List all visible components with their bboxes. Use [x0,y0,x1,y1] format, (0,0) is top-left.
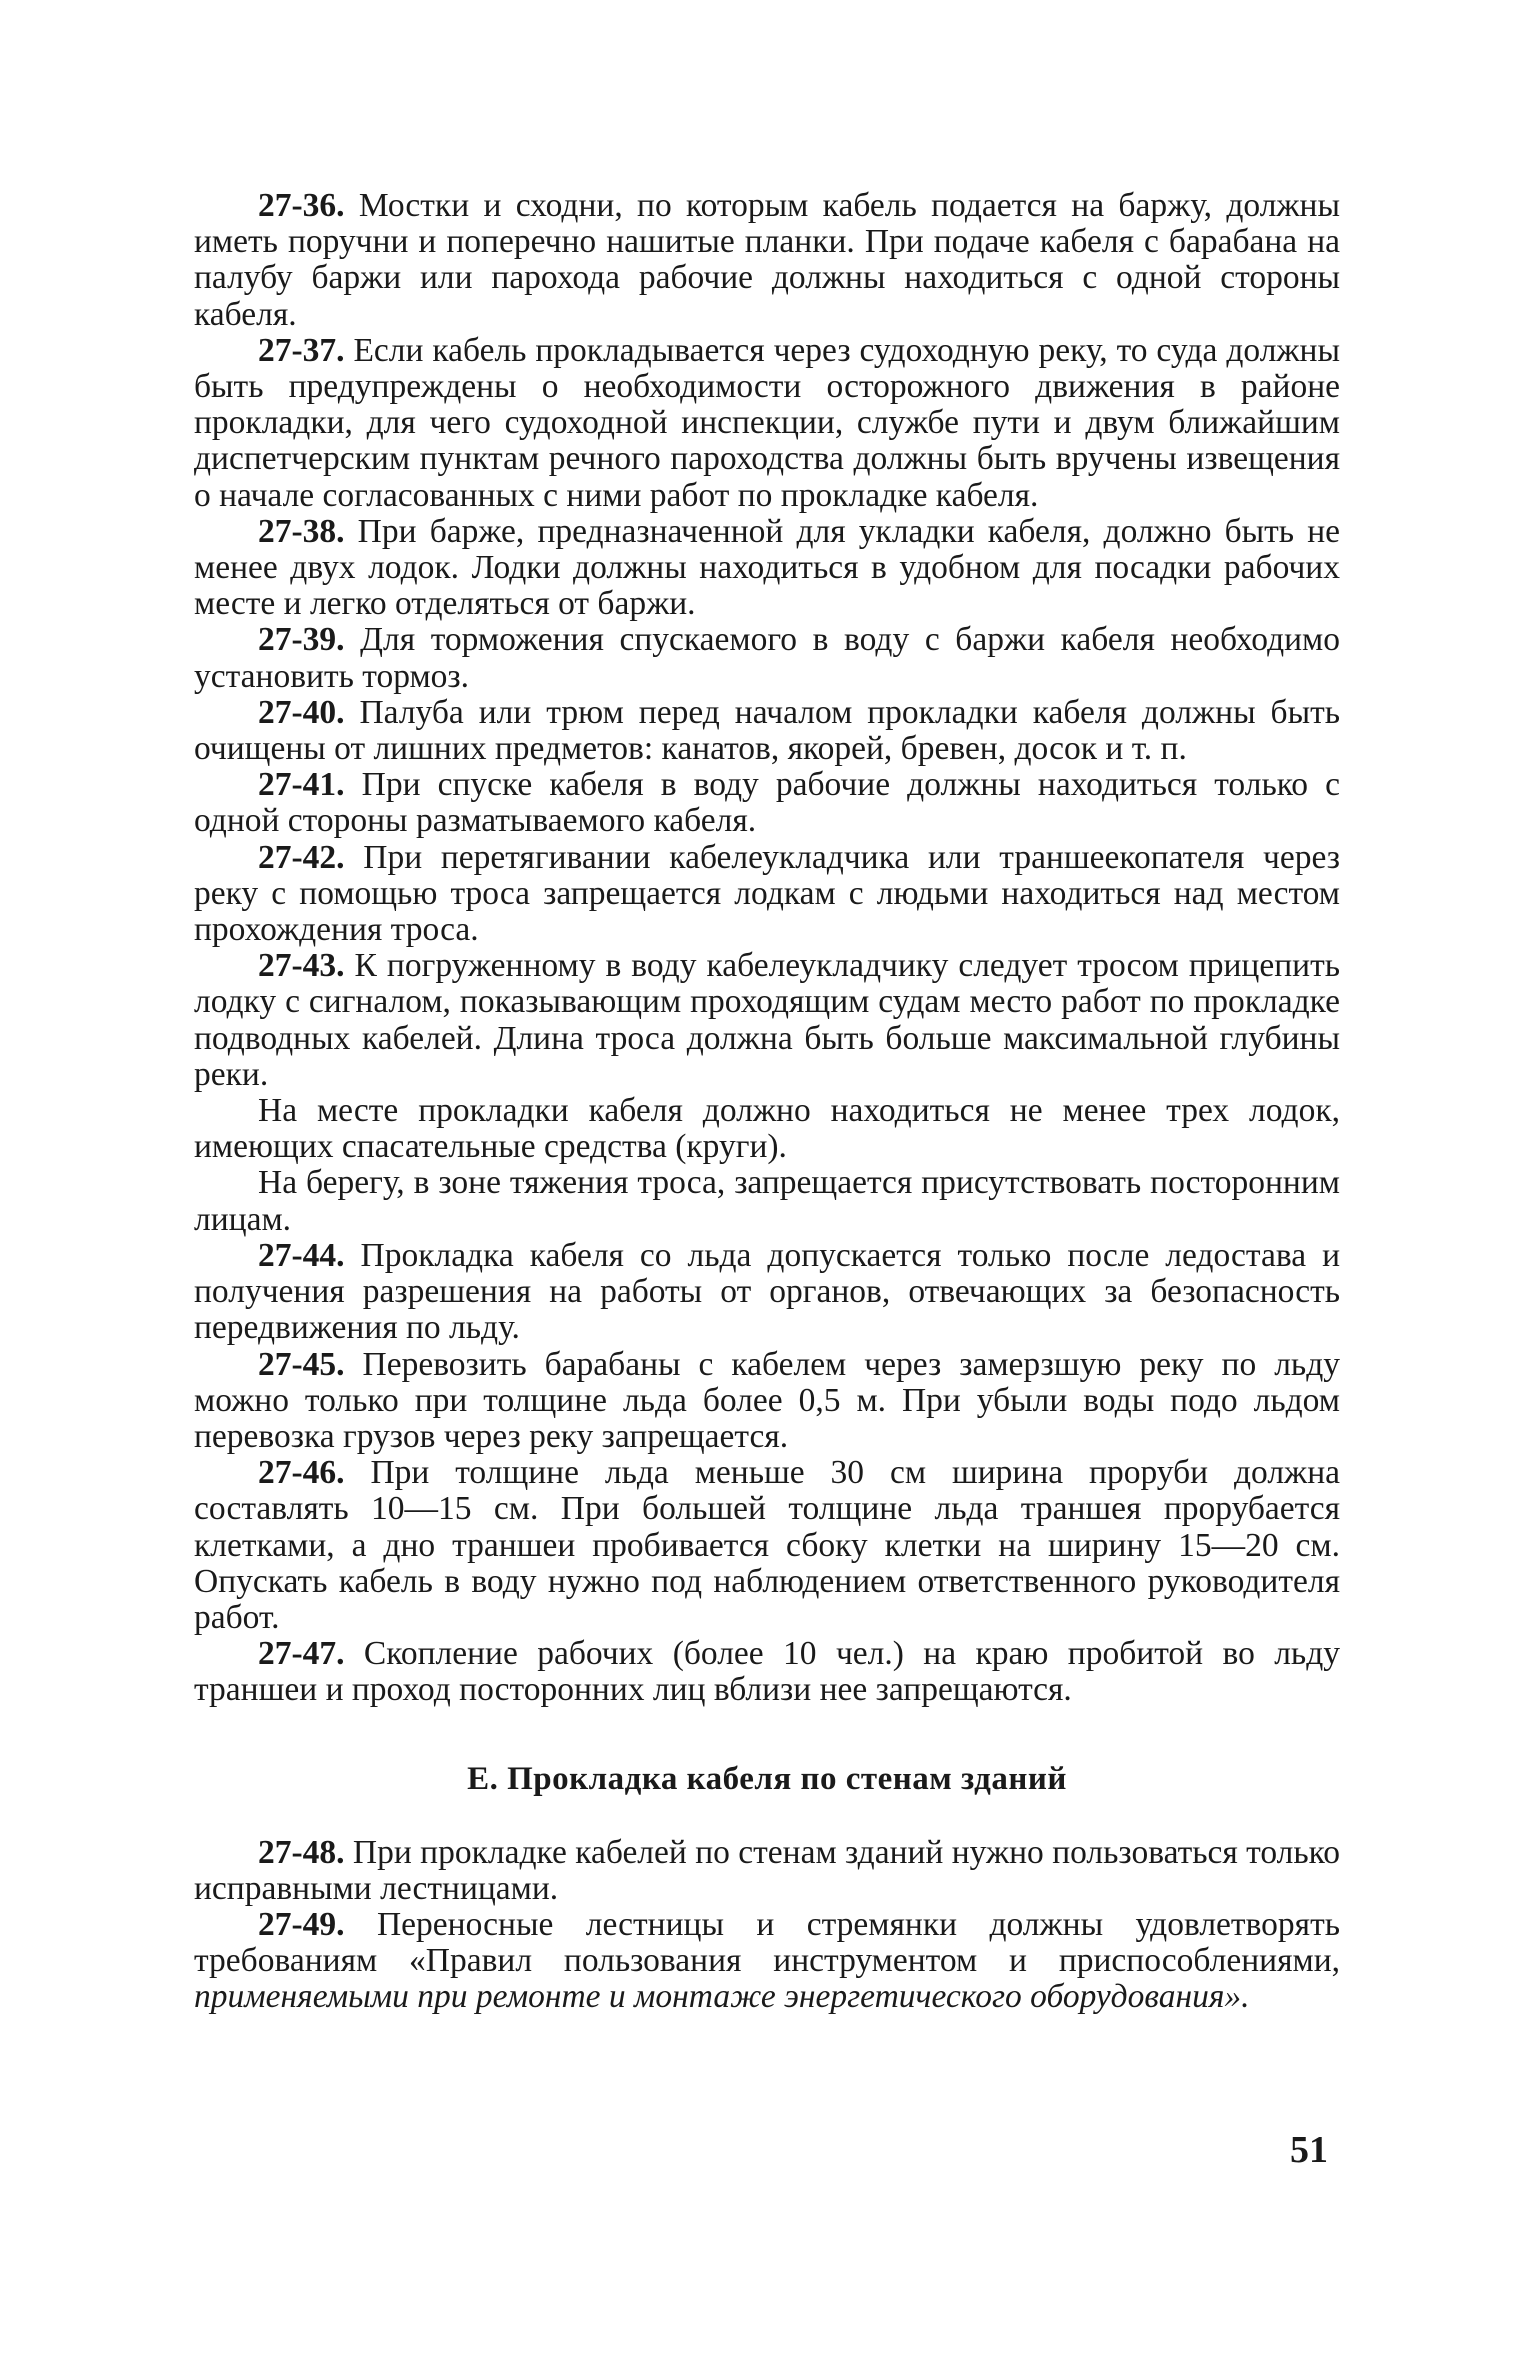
clause-number: 27-43. [258,947,345,985]
clause-text: При перетягивании кабелеукладчика или траншеекопателя через реку с помощью троса запрещается лодкам с людьми находиться над местом прохождения троса. [194,838,1340,949]
clause-number: 27-40. [258,693,345,731]
clause-number: 27-44. [258,1236,345,1274]
document-page [194,188,1340,2016]
paragraph-27-42 [194,840,1340,949]
clause-text: Для торможения спускаемого в воду с баржи кабеля необходимо установить тормоз. [194,621,1340,695]
clause-number: 27-48. [258,1833,345,1871]
paragraph-27-43 [194,948,1340,1093]
paragraph-27-44 [194,1238,1340,1347]
paragraph-27-46 [194,1455,1340,1636]
page-number: 51 [1290,2129,1328,2171]
clause-number: 27-37. [258,331,345,369]
clause-text: При барже, предназначенной для укладки кабеля, должно быть не менее двух лодок. Лодки должны находиться в удобном для посадки рабочих месте и легко отделяться от баржи. [194,512,1340,623]
clause-text: При прокладке кабелей по стенам зданий нужно пользоваться только исправными лестницами. [194,1833,1340,1907]
clause-text: Прокладка кабеля со льда допускается только после ледостава и получения разрешения на работы от органов, отвечающих за безопасность передвижения по льду. [194,1236,1340,1347]
paragraph-27-43-boats [194,1093,1340,1165]
clause-text: На месте прокладки кабеля должно находиться не менее трех лодок, имеющих спасательные средства (круги). [194,1092,1340,1166]
paragraph-27-41 [194,767,1340,839]
clause-text: При толщине льда меньше 30 см ширина проруби должна составлять 10—15 см. При большей толщине льда траншея прорубается клетками, а дно траншеи пробивается сбоку клетки на ширину 15—20 см. Опускать кабель в воду нужно под наблюдением ответственного руководителя работ. [194,1454,1340,1636]
paragraph-27-38 [194,514,1340,623]
paragraph-27-45 [194,1347,1340,1456]
clause-text: Скопление рабочих (более 10 чел.) на краю пробитой во льду траншеи и проход посторонних лиц вблизи нее запрещаются. [194,1635,1340,1709]
clause-text: Палуба или трюм перед началом прокладки кабеля должны быть очищены от лишних предметов: канатов, якорей, бревен, досок и т. п. [194,693,1340,768]
clause-text: При спуске кабеля в воду рабочие должны находиться только с одной стороны разматываемого кабеля. [194,766,1340,840]
clause-text: Переносные лестницы и стремянки должны удовлетворять требованиям «Правил пользования инструментом и приспособлениями, [194,1905,1340,1980]
clause-text: Если кабель прокладывается через судоходную реку, то суда должны быть предупреждены о необходимости осторожного движения в районе прокладки, для чего судоходной инспекции, службе пути и двум ближайшим диспетчерским пунктам речного пароходства должны быть вручены извещения о начале согласованных с ними работ по прокладке кабеля. [194,331,1340,514]
paragraph-27-48 [194,1835,1340,1907]
paragraph-27-47 [194,1636,1340,1708]
clause-number: 27-49. [258,1905,345,1943]
clause-text: Мостки и сходни, по которым кабель подается на баржу, должны иметь поручни и поперечно нашитые планки. При подаче кабеля с барабана на палубу баржи или парохода рабочие должны находиться с одной стороны кабеля. [194,187,1340,333]
paragraph-27-37 [194,333,1340,514]
clause-number: 27-46. [258,1454,345,1492]
clause-text-italic: применяемыми при ремонте и монтаже энергетического оборудования». [194,1978,1250,2016]
clause-number: 27-38. [258,512,345,550]
paragraph-27-39 [194,622,1340,694]
paragraph-27-36 [194,188,1340,333]
clause-text: Перевозить барабаны с кабелем через замерзшую реку по льду можно только при толщине льда более 0,5 м. При убыли воды подо льдом перевозка грузов через реку запрещается. [194,1345,1340,1455]
paragraph-27-49 [194,1907,1340,2016]
clause-text: На берегу, в зоне тяжения троса, запрещается присутствовать посторонним лицам. [194,1164,1340,1238]
clause-number: 27-36. [258,187,345,224]
section-heading: Е. Прокладка кабеля по стенам зданий [467,1760,1067,1797]
paragraph-27-40 [194,695,1340,767]
clause-number: 27-39. [258,621,345,659]
clause-number: 27-45. [258,1345,345,1383]
clause-number: 27-42. [258,838,345,876]
paragraph-27-43-shore [194,1165,1340,1237]
clause-text: К погруженному в воду кабелеукладчику следует тросом прицепить лодку с сигналом, показывающим проходящим судам место работ по прокладке подводных кабелей. Длина троса должна быть больше максимальной глубины реки. [194,947,1340,1093]
clause-number: 27-41. [258,766,345,804]
clause-number: 27-47. [258,1635,345,1673]
